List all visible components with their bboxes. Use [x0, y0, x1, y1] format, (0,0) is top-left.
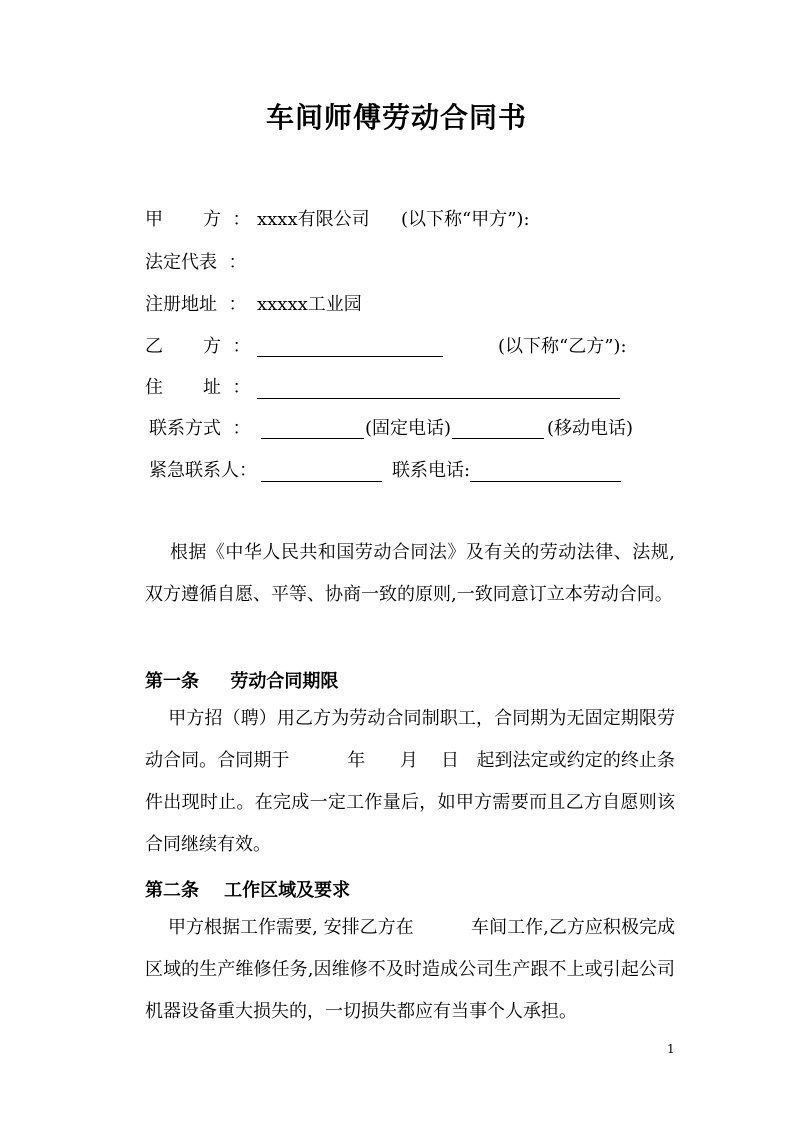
reg-address-label: 注册地址 ： [145, 294, 247, 315]
article2-heading: 第二条 工作区域及要求 [145, 880, 351, 901]
mobile-phone-blank [452, 438, 544, 439]
party-b-note: (以下称“乙方”): [498, 336, 627, 357]
party-a-value: xxxx有限公司 [257, 209, 370, 230]
party-a-note: (以下称“甲方”): [401, 209, 530, 230]
emergency-blank [261, 481, 382, 482]
party-b-blank [257, 356, 443, 357]
fixed-phone-label: (固定电话) [365, 418, 452, 439]
article2-text: 甲方根据工作需要, 安排乙方在 车间工作,乙方应积极完成区域的生产维修任务,因维修不及时造成公司生产跟不上或引起公司机器设备重大损失的，一切损失都应有当事个人承担。 [145, 917, 675, 1022]
reg-address-value: xxxxx工业园 [257, 294, 362, 315]
party-b-label: 乙 方 ： [145, 336, 251, 357]
document-title: 车间师傅劳动合同书 [265, 101, 527, 134]
article1-heading: 第一条 劳动合同期限 [145, 671, 339, 692]
legal-rep-label: 法定代表 ： [145, 252, 247, 273]
address-blank [257, 398, 620, 399]
party-a-label: 甲 方 ： [145, 209, 251, 230]
mobile-phone-label: (移动电话) [547, 418, 634, 439]
intro-paragraph: 根据《中华人民共和国劳动合同法》及有关的劳动法律、法规, 双方遵循自愿、平等、协商一致的原则,一致同意订立本劳动合同。 [145, 542, 675, 605]
address-label: 住 址 ： [145, 377, 251, 398]
article1-text: 甲方招（聘）用乙方为劳动合同制职工，合同期为无固定期限劳动合同。合同期于 年 月 日 起到法定或约定的终止条件出现时止。在完成一定工作量后，如甲方需要而且乙方自愿则该合同继续有效。 [145, 708, 675, 855]
page-number: 1 [667, 1042, 675, 1056]
emergency-label: 紧急联系人： [149, 460, 257, 481]
phone-blank [470, 481, 621, 482]
contact-label: 联系方式 ： [149, 418, 251, 439]
phone-label: 联系电话: [392, 460, 471, 481]
fixed-phone-blank [261, 438, 364, 439]
